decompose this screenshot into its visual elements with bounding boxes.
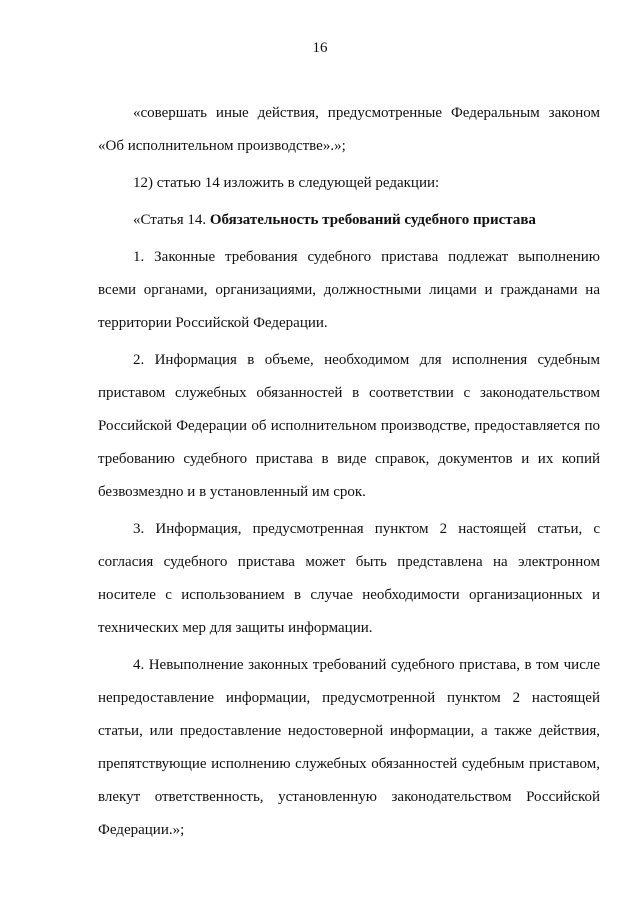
paragraph-amendment-clause: «совершать иные действия, предусмотренные Федеральным законом «Об исполнительном производстве».»; <box>98 105 600 154</box>
paragraph-item-12: 12) статью 14 изложить в следующей редакции: <box>133 175 440 191</box>
paragraph-point-2: 2. Информация в объеме, необходимом для исполнения судебным приставом служебных обязанностей в соответствии с законодательством Российской Федерации об исполнительном производстве, предоставляется по требованию судебного пристава в виде справок, документов и их копий безвозмездно и в установленный им срок. <box>98 352 600 500</box>
paragraph-point-4: 4. Невыполнение законных требований судебного пристава, в том числе непредоставление информации, предусмотренной пунктом 2 настоящей статьи, или предоставление недостоверной информации, а также действия, препятствующие исполнению служебных обязанностей судебным приставом, влекут ответственность, установленную законодательством Российской Федерации.»; <box>98 657 600 838</box>
page-number: 16 <box>312 40 328 56</box>
article-heading-prefix: «Статья 14. <box>133 212 210 228</box>
paragraph-point-3: 3. Информация, предусмотренная пунктом 2 настоящей статьи, с согласия судебного пристава может быть представлена на электронном носителе с использованием в случае необходимости организационных и технических мер для защиты информации. <box>98 521 600 636</box>
article-heading-title: Обязательность требований судебного пристава <box>209 212 536 228</box>
paragraph-point-1: 1. Законные требования судебного пристава подлежат выполнению всеми органами, организациями, должностными лицами и гражданами на территории Российской Федерации. <box>98 249 600 331</box>
document-body <box>98 97 600 847</box>
article-heading <box>98 204 600 237</box>
